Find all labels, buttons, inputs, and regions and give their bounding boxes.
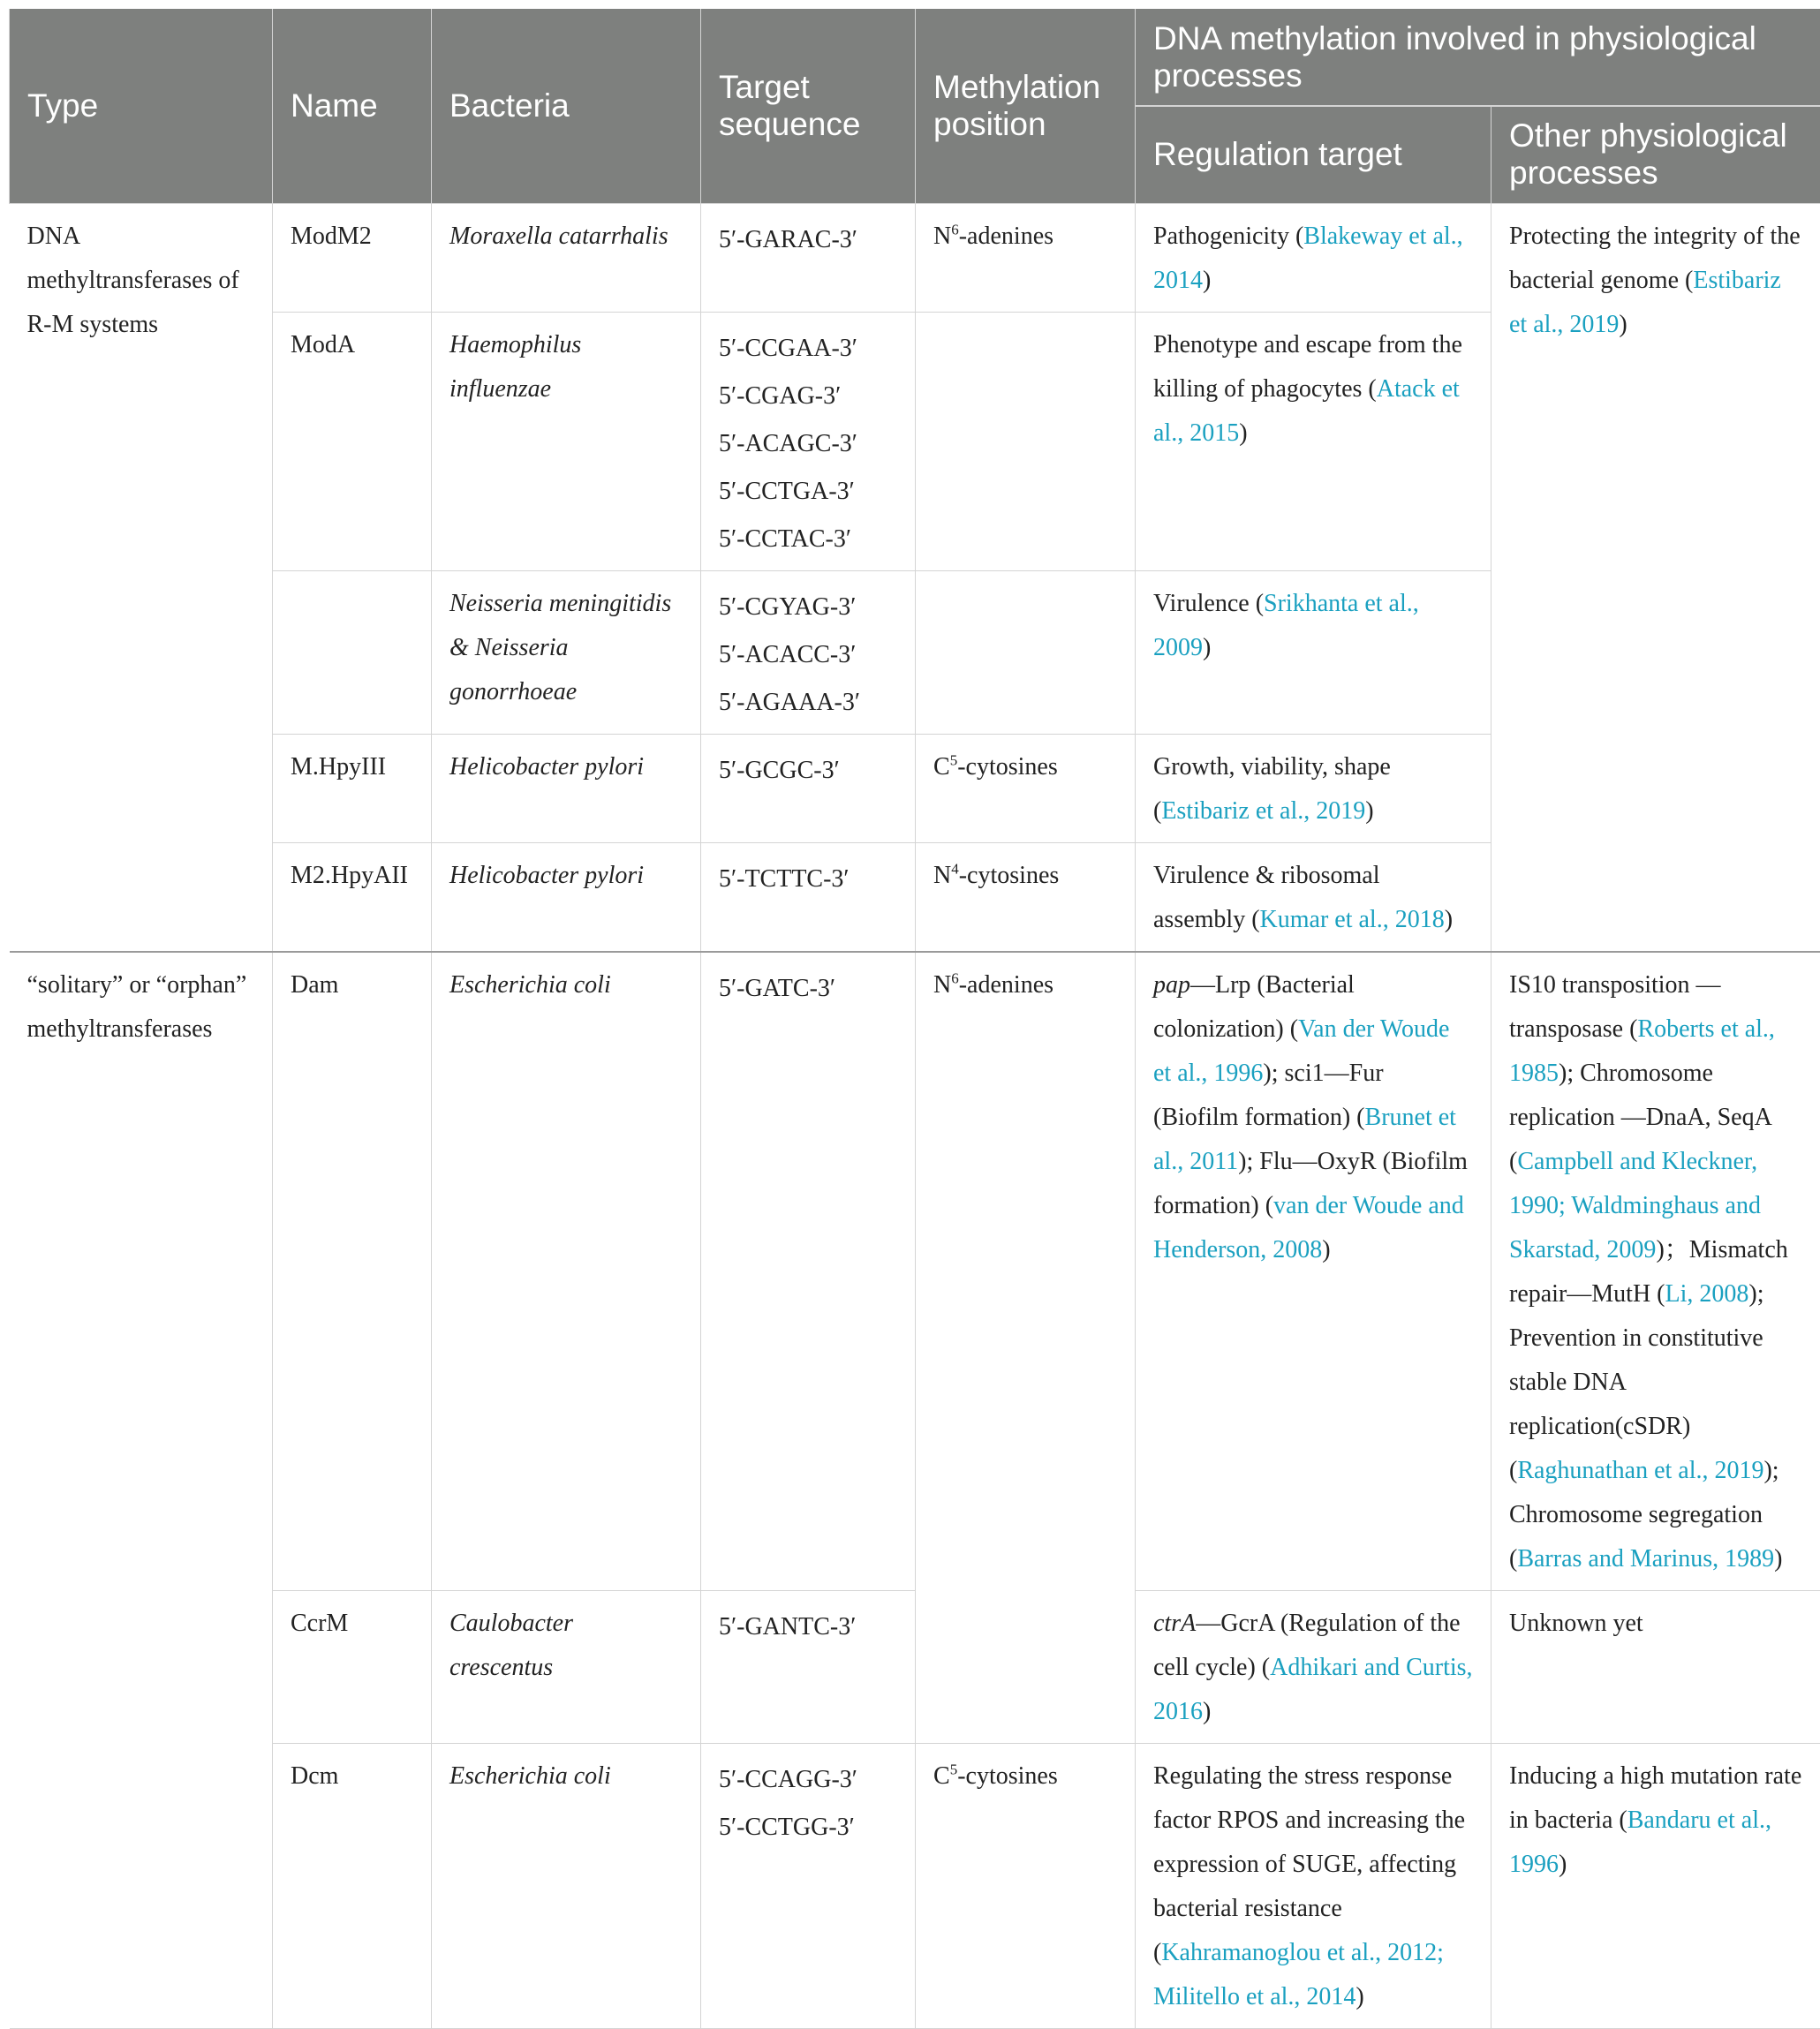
methylation-cell bbox=[916, 570, 1136, 734]
cell-text: Pathogenicity ( bbox=[1153, 223, 1303, 250]
methylation-suffix: -cytosines bbox=[957, 1762, 1058, 1790]
other-processes-cell bbox=[1491, 1743, 1820, 2028]
cell-text: ) bbox=[1203, 267, 1211, 294]
name-cell bbox=[273, 570, 432, 734]
methylation-cell bbox=[916, 1743, 1136, 2028]
bacteria-cell: Escherichia coli bbox=[432, 1743, 701, 2028]
cell-text: ); Chromosome segregation ( bbox=[1509, 1457, 1779, 1573]
cell-text: ) bbox=[1559, 1851, 1567, 1878]
table-row bbox=[10, 952, 1820, 1591]
citation-link[interactable]: Barras and Marinus, 1989 bbox=[1517, 1545, 1774, 1573]
type-cell-solitary: “solitary” or “orphan” methyltransferases bbox=[10, 952, 273, 2029]
table-row bbox=[10, 1743, 1820, 2028]
cell-text: ) bbox=[1774, 1545, 1782, 1573]
bacteria-cell: Neisseria meningitidis & Neisseria gonorrhoeae bbox=[432, 570, 701, 734]
methylation-superscript: 4 bbox=[951, 860, 959, 877]
methylation-cell bbox=[916, 842, 1136, 952]
bacteria-cell: Moraxella catarrhalis bbox=[432, 203, 701, 312]
cell-text: —Lrp (Bacterial colonization) ( bbox=[1153, 971, 1355, 1043]
bacteria-cell: Helicobacter pylori bbox=[432, 842, 701, 952]
header-target-sequence: Target sequence bbox=[701, 9, 916, 203]
methylation-cell bbox=[916, 734, 1136, 842]
citation-link[interactable]: Blakeway et al., 2014 bbox=[1153, 223, 1463, 294]
name-cell: ModA bbox=[273, 312, 432, 570]
citation-link[interactable]: Raghunathan et al., 2019 bbox=[1517, 1457, 1763, 1484]
cell-text: ); sci1—Fur (Biofilm formation) ( bbox=[1153, 1060, 1384, 1131]
cell-text: ); Chromosome replication —DnaA, SeqA ( bbox=[1509, 1060, 1771, 1175]
sequence-cell bbox=[701, 570, 916, 734]
target-sequence: 5′-GANTC-3′ bbox=[719, 1605, 897, 1649]
citation-link[interactable]: Srikhanta et al., 2009 bbox=[1153, 590, 1419, 661]
gene-name: ctrA bbox=[1153, 1610, 1196, 1637]
methylation-cell bbox=[916, 952, 1136, 1744]
header-name: Name bbox=[273, 9, 432, 203]
regulation-cell bbox=[1136, 570, 1491, 734]
header-regulation-target: Regulation target bbox=[1136, 106, 1491, 203]
sequence-cell bbox=[701, 952, 916, 1591]
cell-text: Unknown yet bbox=[1509, 1610, 1643, 1637]
name-cell: Dcm bbox=[273, 1743, 432, 2028]
target-sequence: 5′-CCTGA-3′ bbox=[719, 470, 897, 514]
other-processes-cell bbox=[1491, 952, 1820, 1591]
cell-text: Protecting the integrity of the bacterial genome ( bbox=[1509, 223, 1801, 294]
citation-link[interactable]: Li, 2008 bbox=[1665, 1280, 1749, 1308]
cell-text: Growth, viability, shape ( bbox=[1153, 753, 1391, 825]
methylation-cell bbox=[916, 312, 1136, 570]
citation-link[interactable]: Van der Woude et al., 1996 bbox=[1153, 1015, 1449, 1087]
methylation-superscript: 5 bbox=[950, 1761, 958, 1777]
citation-link[interactable]: Estibariz et al., 2019 bbox=[1509, 267, 1781, 338]
methylation-base: C bbox=[933, 1762, 950, 1790]
cell-text: ) bbox=[1322, 1236, 1330, 1263]
methylation-base: N bbox=[933, 862, 951, 889]
other-processes-cell-rm bbox=[1491, 203, 1820, 952]
target-sequence: 5′-CGAG-3′ bbox=[719, 374, 897, 419]
methylation-suffix: -adenines bbox=[959, 223, 1053, 250]
bacteria-cell: Helicobacter pylori bbox=[432, 734, 701, 842]
methylation-base: C bbox=[933, 753, 950, 781]
cell-text: Virulence ( bbox=[1153, 590, 1264, 617]
cell-text: ) bbox=[1203, 1698, 1211, 1725]
regulation-cell bbox=[1136, 952, 1491, 1591]
gene-name: pap bbox=[1153, 971, 1190, 999]
regulation-cell bbox=[1136, 1590, 1491, 1743]
methylation-superscript: 6 bbox=[951, 969, 959, 986]
name-cell: Dam bbox=[273, 952, 432, 1591]
methylation-suffix: -cytosines bbox=[957, 753, 1058, 781]
target-sequence: 5′-CCGAA-3′ bbox=[719, 327, 897, 371]
cell-text: ) bbox=[1619, 311, 1627, 338]
target-sequence: 5′-TCTTC-3′ bbox=[719, 857, 897, 901]
sequence-cell bbox=[701, 312, 916, 570]
target-sequence: 5′-CGYAG-3′ bbox=[719, 585, 897, 630]
name-cell: M2.HpyAII bbox=[273, 842, 432, 952]
cell-text: Inducing a high mutation rate in bacteria ( bbox=[1509, 1762, 1801, 1834]
citation-link[interactable]: Brunet et al., 2011 bbox=[1153, 1104, 1456, 1175]
cell-text: Phenotype and escape from the killing of phagocytes ( bbox=[1153, 331, 1462, 403]
citation-link[interactable]: Bandaru et al., 1996 bbox=[1509, 1806, 1771, 1878]
citation-link[interactable]: van der Woude and Henderson, 2008 bbox=[1153, 1192, 1464, 1263]
regulation-cell bbox=[1136, 842, 1491, 952]
methylation-cell bbox=[916, 203, 1136, 312]
target-sequence: 5′-GARAC-3′ bbox=[719, 218, 897, 262]
sequence-cell bbox=[701, 734, 916, 842]
cell-text: ); Flu—OxyR (Biofilm formation) ( bbox=[1153, 1148, 1468, 1219]
cell-text: ) bbox=[1203, 634, 1211, 661]
cell-text: )；Mismatch repair—MutH ( bbox=[1509, 1236, 1788, 1308]
citation-link[interactable]: Roberts et al., 1985 bbox=[1509, 1015, 1775, 1087]
citation-link[interactable]: Estibariz et al., 2019 bbox=[1161, 797, 1365, 825]
regulation-cell bbox=[1136, 1743, 1491, 2028]
cell-text: Virulence & ribosomal assembly ( bbox=[1153, 862, 1379, 933]
methylation-superscript: 6 bbox=[951, 221, 959, 238]
header-other-processes: Other physiological processes bbox=[1491, 106, 1820, 203]
methylation-base: N bbox=[933, 223, 951, 250]
sequence-cell bbox=[701, 1743, 916, 2028]
cell-text: —GcrA (Regulation of the cell cycle) ( bbox=[1153, 1610, 1461, 1681]
methylation-suffix: -adenines bbox=[959, 971, 1053, 999]
cell-text: IS10 transposition —transposase ( bbox=[1509, 971, 1721, 1043]
header-physiological-group: DNA methylation involved in physiological processes bbox=[1136, 9, 1820, 106]
sequence-cell bbox=[701, 842, 916, 952]
target-sequence: 5′-GCGC-3′ bbox=[719, 749, 897, 793]
bacteria-cell: Caulobacter crescentus bbox=[432, 1590, 701, 1743]
citation-link[interactable]: Campbell and Kleckner, 1990; Waldminghaus and Skarstad, 2009 bbox=[1509, 1148, 1761, 1263]
name-cell: CcrM bbox=[273, 1590, 432, 1743]
bacteria-cell: Haemophilus influenzae bbox=[432, 312, 701, 570]
target-sequence: 5′-CCTAC-3′ bbox=[719, 517, 897, 562]
target-sequence: 5′-CCAGG-3′ bbox=[719, 1758, 897, 1802]
methylation-base: N bbox=[933, 971, 951, 999]
table-row bbox=[10, 1590, 1820, 1743]
cell-text: Regulating the stress response factor RPOS and increasing the expression of SUGE, affecting bacterial resistance ( bbox=[1153, 1762, 1465, 1966]
target-sequence: 5′-GATC-3′ bbox=[719, 967, 897, 1011]
methylation-superscript: 5 bbox=[950, 751, 958, 768]
regulation-cell bbox=[1136, 203, 1491, 312]
citation-link[interactable]: Atack et al., 2015 bbox=[1153, 375, 1460, 447]
cell-text: ) bbox=[1365, 797, 1373, 825]
header-type: Type bbox=[10, 9, 273, 203]
name-cell: M.HpyIII bbox=[273, 734, 432, 842]
citation-link[interactable]: Adhikari and Curtis, 2016 bbox=[1153, 1654, 1473, 1725]
cell-text: ) bbox=[1356, 1983, 1363, 2010]
type-cell-rm: DNA methyltransferases of R-M systems bbox=[10, 203, 273, 952]
sequence-cell bbox=[701, 1590, 916, 1743]
target-sequence: 5′-ACAGC-3′ bbox=[719, 422, 897, 466]
citation-link[interactable]: Kahramanoglou et al., 2012; Militello et al., 2014 bbox=[1153, 1939, 1444, 2010]
citation-link[interactable]: Kumar et al., 2018 bbox=[1260, 906, 1445, 933]
methylation-suffix: -cytosines bbox=[959, 862, 1060, 889]
regulation-cell bbox=[1136, 312, 1491, 570]
sequence-cell bbox=[701, 203, 916, 312]
target-sequence: 5′-ACACC-3′ bbox=[719, 633, 897, 677]
methyltransferase-table bbox=[9, 9, 1820, 2029]
cell-text: ); Prevention in constitutive stable DNA replication(cSDR) ( bbox=[1509, 1280, 1764, 1484]
bacteria-cell: Escherichia coli bbox=[432, 952, 701, 1591]
header-methylation-position: Methylation position bbox=[916, 9, 1136, 203]
header-bacteria: Bacteria bbox=[432, 9, 701, 203]
other-processes-cell bbox=[1491, 1590, 1820, 1743]
cell-text: ) bbox=[1239, 419, 1247, 447]
regulation-cell bbox=[1136, 734, 1491, 842]
target-sequence: 5′-AGAAA-3′ bbox=[719, 681, 897, 725]
target-sequence: 5′-CCTGG-3′ bbox=[719, 1806, 897, 1850]
cell-text: ) bbox=[1445, 906, 1453, 933]
table-row bbox=[10, 203, 1820, 312]
name-cell: ModM2 bbox=[273, 203, 432, 312]
